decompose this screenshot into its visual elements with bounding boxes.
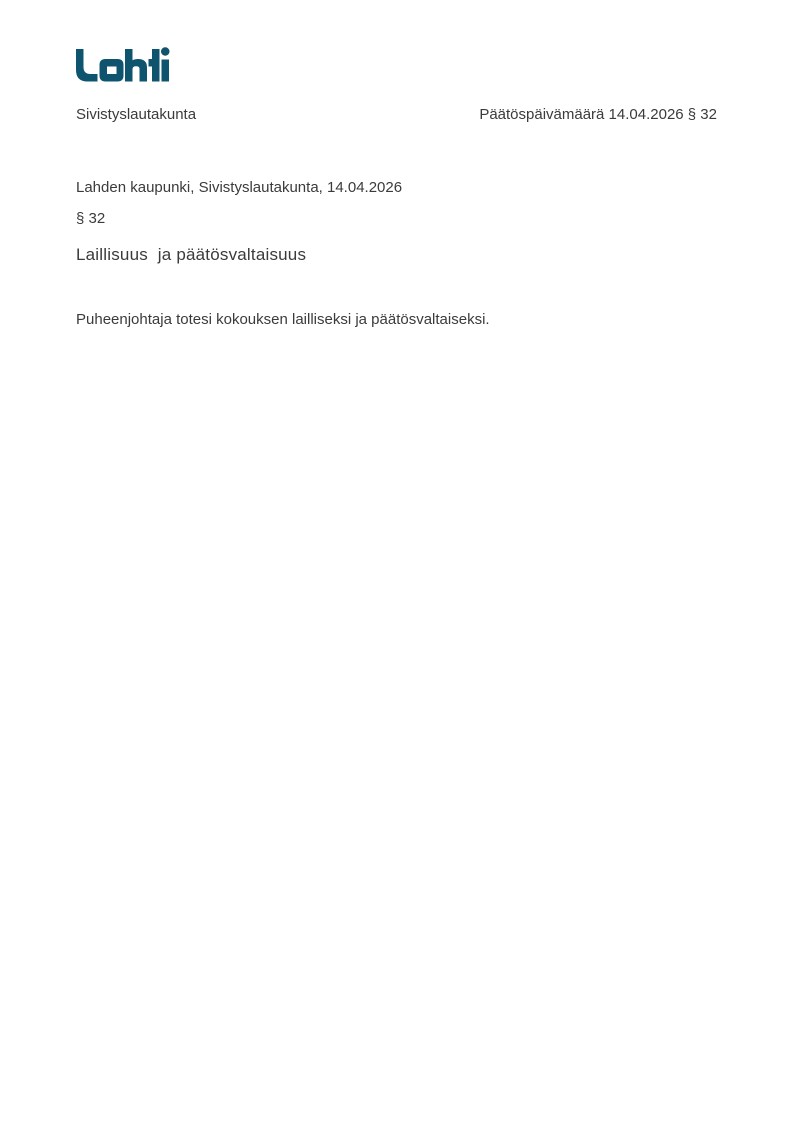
decision-text: Puheenjohtaja totesi kokouksen lailliseksi ja päätösvaltaiseksi. [76, 311, 490, 328]
committee-name: Sivistyslautakunta [76, 106, 197, 123]
item-title: Laillisuus ja päätösvaltaisuus [76, 245, 307, 264]
document-header [76, 106, 717, 124]
lahti-logo-letters [76, 47, 170, 81]
meeting-reference: Lahden kaupunki, Sivistyslautakunta, 14.04.2026 [76, 179, 403, 196]
lahti-logo [76, 46, 170, 82]
decision-date-label: Päätöspäivämäärä 14.04.2026 § 32 [479, 106, 717, 123]
section-number: § 32 [76, 210, 106, 227]
